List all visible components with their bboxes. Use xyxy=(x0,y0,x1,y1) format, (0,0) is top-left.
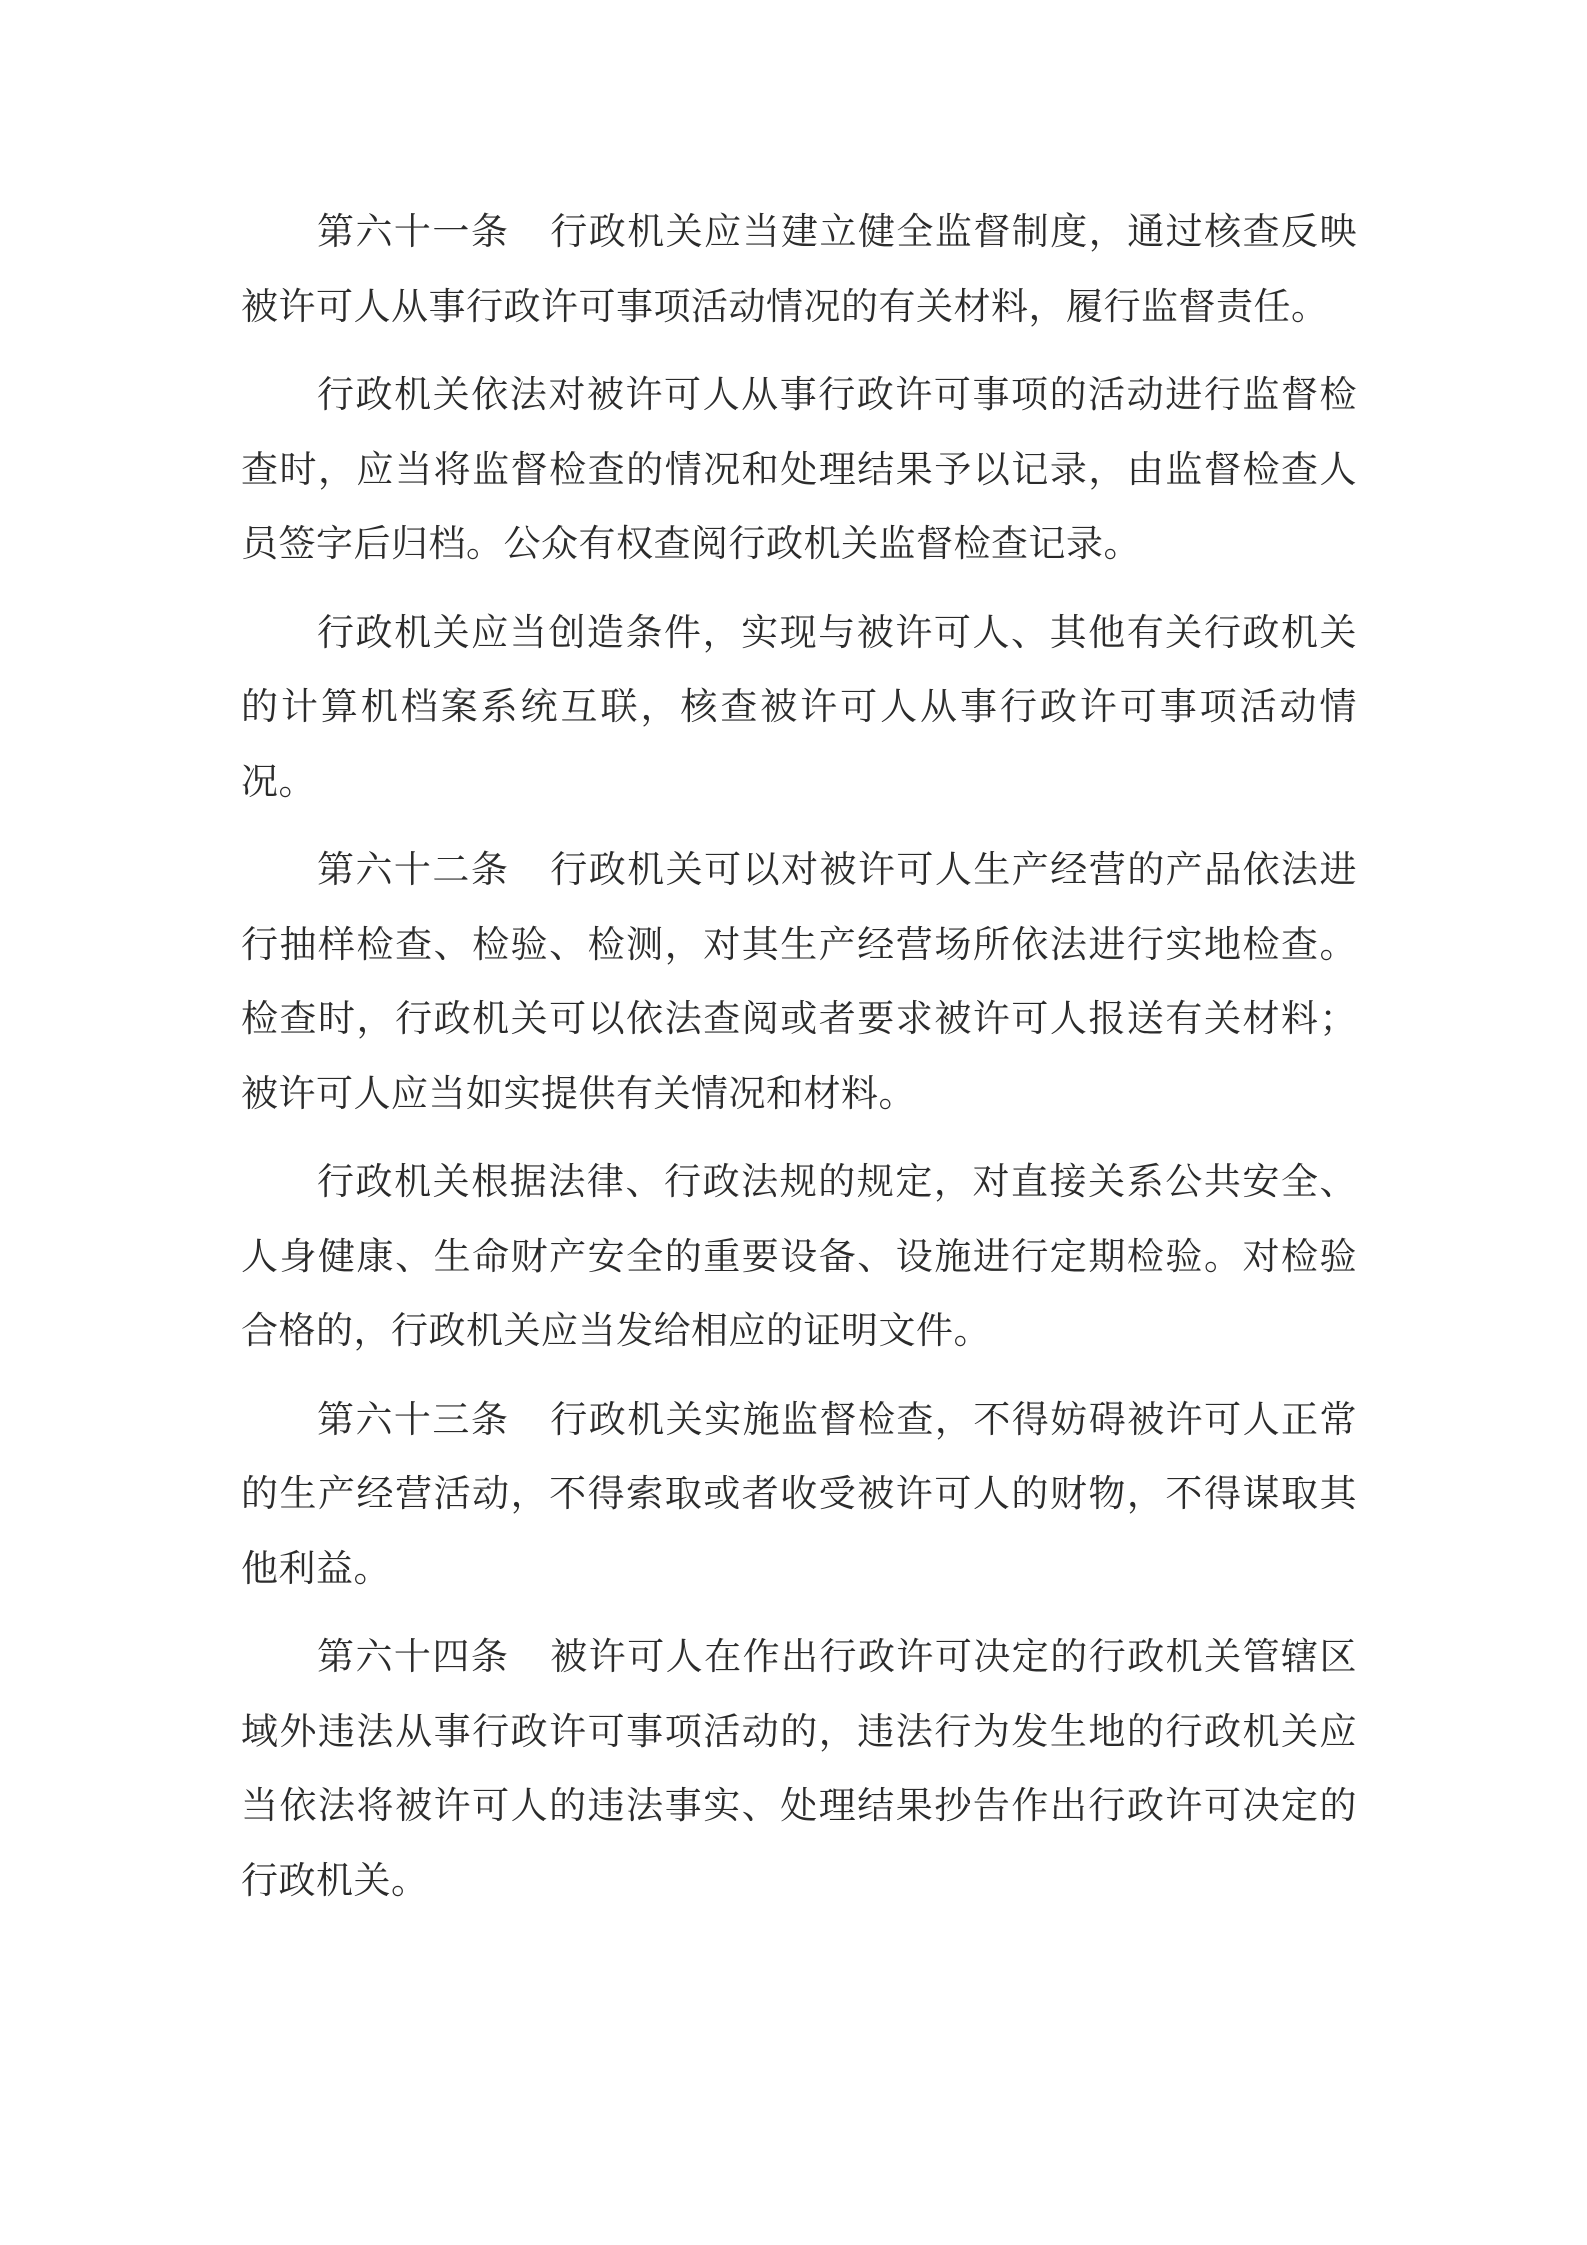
paragraph-article-63 xyxy=(241,1383,1357,1607)
paragraph-article-62 xyxy=(241,833,1357,1131)
paragraph-text: 被许可人在作出行政许可决定的行政机关管辖区域外违法从事行政许可事项活动的，违法行为发生地的行政机关应当依法将被许可人的违法事实、处理结果抄告作出行政许可决定的行政机关。 xyxy=(241,1635,1358,1902)
paragraph-text: 行政机关可以对被许可人生产经营的产品依法进行抽样检查、检验、检测，对其生产经营场所依法进行实地检查。检查时，行政机关可以依法查阅或者要求被许可人报送有关材料；被许可人应当如实提供有关情况和材料。 xyxy=(241,848,1358,1115)
document-page xyxy=(241,195,1357,1932)
article-number: 第六十一条 xyxy=(317,210,510,253)
paragraph-text: 行政机关依法对被许可人从事行政许可事项的活动进行监督检查时，应当将监督检查的情况和处理结果予以记录，由监督检查人员签字后归档。公众有权查阅行政机关监督检查记录。 xyxy=(241,373,1357,565)
paragraph-text: 行政机关应当建立健全监督制度，通过核查反映被许可人从事行政许可事项活动情况的有关材料，履行监督责任。 xyxy=(241,210,1358,328)
paragraph-periodic-inspection xyxy=(241,1145,1357,1369)
paragraph-text: 行政机关根据法律、行政法规的规定，对直接关系公共安全、人身健康、生命财产安全的重要设备、设施进行定期检验。对检验合格的，行政机关应当发给相应的证明文件。 xyxy=(241,1160,1357,1352)
paragraph-record-keeping xyxy=(241,358,1357,582)
article-number: 第六十三条 xyxy=(317,1397,510,1441)
paragraph-article-61 xyxy=(241,195,1357,344)
article-number: 第六十四条 xyxy=(317,1635,510,1678)
paragraph-text: 行政机关应当创造条件，实现与被许可人、其他有关行政机关的计算机档案系统互联，核查被许可人从事行政许可事项活动情况。 xyxy=(241,610,1357,803)
paragraph-text: 行政机关实施监督检查，不得妨碍被许可人正常的生产经营活动，不得索取或者收受被许可人的财物，不得谋取其他利益。 xyxy=(241,1397,1358,1590)
paragraph-article-64 xyxy=(241,1620,1357,1918)
paragraph-system-interconnect xyxy=(241,596,1357,820)
article-number: 第六十二条 xyxy=(317,848,510,891)
